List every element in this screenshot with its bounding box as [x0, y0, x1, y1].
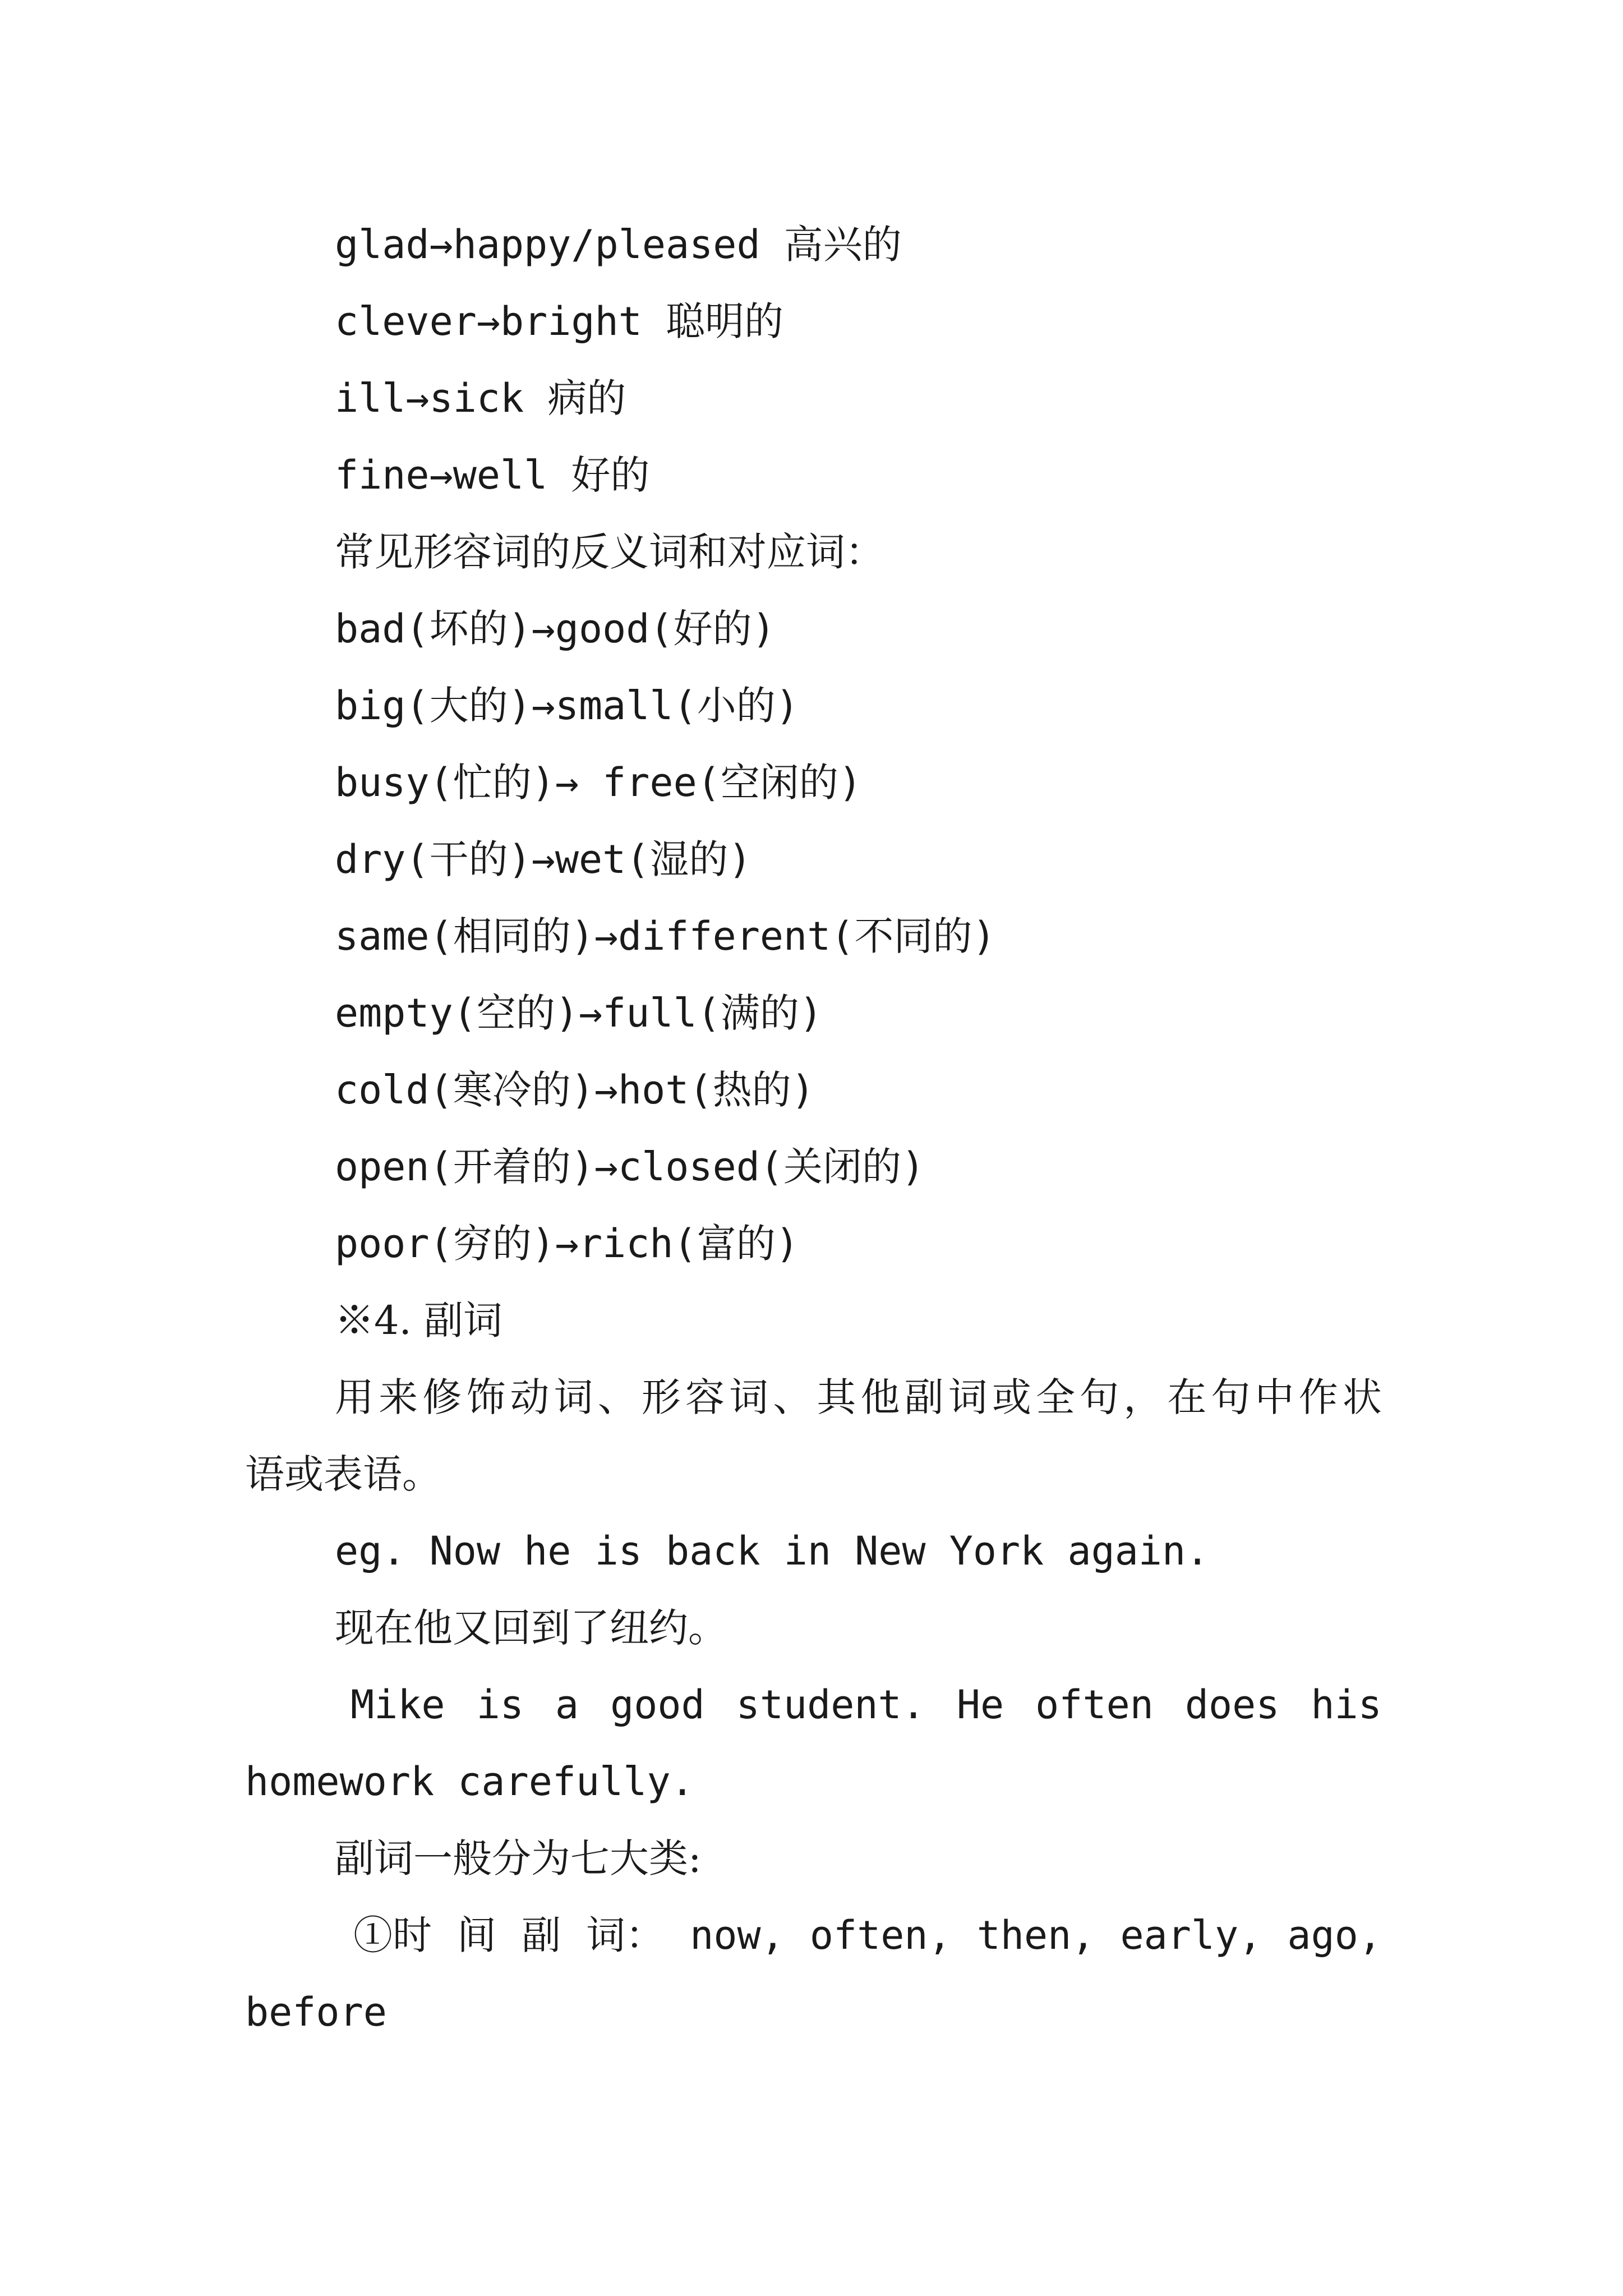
synonym-line-glad: glad→happy/pleased 高兴的 [335, 222, 902, 268]
antonym-line-dry: dry(干的)→wet(湿的) [335, 836, 752, 882]
example-chinese: 现在他又回到了纽约。 [335, 1605, 727, 1651]
adverb-definition-line1: 用 来 修 饰 动 词 、 形 容 词 、 其 他 副 词 或 全 句 ， 在 句 中 作 状 [335, 1374, 1382, 1420]
example2-line2: homework carefully. [245, 1759, 694, 1805]
antonym-heading: 常见形容词的反义词和对应词： [335, 529, 884, 575]
example-english: eg. Now he is back in New York again. [335, 1528, 1210, 1574]
antonym-line-empty: empty(空的)→full(满的) [335, 990, 823, 1036]
synonym-line-fine: fine→well 好的 [335, 452, 650, 498]
synonym-line-ill: ill→sick 病的 [335, 375, 626, 421]
antonym-line-open: open(开着的)→closed(关闭的) [335, 1144, 925, 1190]
time-adverbs-line2: before [245, 1989, 387, 2035]
synonym-line-clever: clever→bright 聪明的 [335, 298, 784, 344]
antonym-line-busy: busy(忙的)→ free(空闲的) [335, 760, 863, 806]
antonym-line-same: same(相同的)→different(不同的) [335, 913, 996, 959]
antonym-line-poor: poor(穷的)→rich(富的) [335, 1221, 799, 1267]
section-heading-adverb: ※4. 副词 [335, 1297, 503, 1343]
antonym-line-bad: bad(坏的)→good(好的) [335, 606, 776, 652]
antonym-line-big: big(大的)→small(小的) [335, 683, 799, 729]
time-adverbs-line1: ①时 间 副 词： now, often, then, early, ago, [353, 1912, 1382, 1958]
adverb-definition-line2: 语或表语。 [245, 1451, 441, 1497]
example2-line1: Mike is a good student. He often does his [351, 1682, 1382, 1728]
antonym-line-cold: cold(寒冷的)→hot(热的) [335, 1067, 815, 1113]
categories-intro: 副词一般分为七大类: [335, 1835, 702, 1881]
